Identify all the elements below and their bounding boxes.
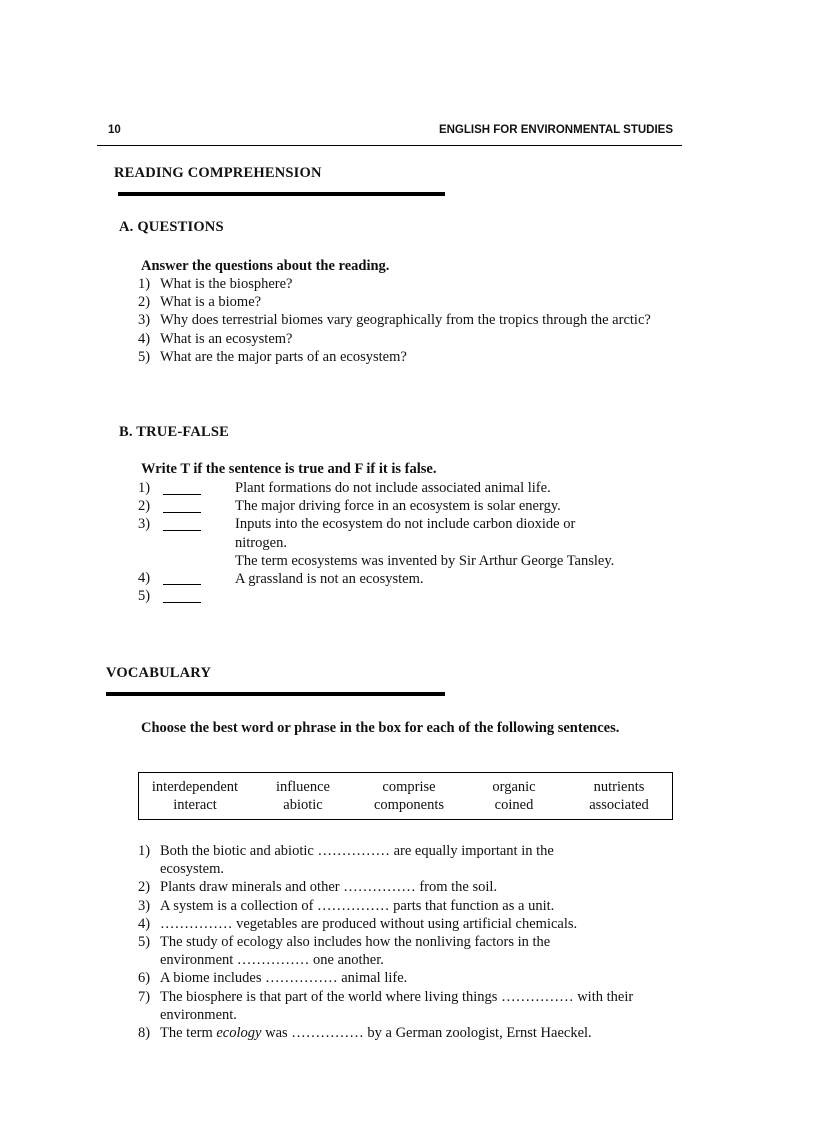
list-item xyxy=(138,293,678,311)
item-number: 5) xyxy=(138,348,151,365)
item-text xyxy=(160,1024,666,1042)
word-option: coined xyxy=(494,797,534,813)
word-box xyxy=(138,772,673,820)
list-item xyxy=(138,275,678,293)
item-text: Both the biotic and abiotic …………… are equally important in the ecosystem. xyxy=(160,843,554,878)
list-item xyxy=(138,1024,666,1042)
vocabulary-instruction: Choose the best word or phrase in the box for each of the following sentences. xyxy=(141,720,620,736)
item-number: 6) xyxy=(138,970,151,987)
item-text: What is the biosphere? xyxy=(160,276,293,292)
item-text-end: was …………… by a German zoologist, Ernst Haeckel. xyxy=(261,1025,592,1042)
item-number: 4) xyxy=(138,915,151,932)
tf-sentence: The major driving force in an ecosystem is solar energy. xyxy=(235,498,561,515)
list-item xyxy=(138,311,678,329)
answer-blank[interactable] xyxy=(163,530,201,531)
questions-instruction: Answer the questions about the reading. xyxy=(141,258,390,274)
word-option: influence xyxy=(276,779,330,795)
item-number: 3) xyxy=(138,516,151,532)
item-number: 3) xyxy=(138,897,151,914)
item-text: Plants draw minerals and other …………… from the soil. xyxy=(160,879,498,896)
item-text: Why does terrestrial biomes vary geographically from the tropics through the arctic? xyxy=(160,312,651,329)
word-option: interdependent xyxy=(151,779,239,795)
answer-row xyxy=(138,497,150,515)
true-false-heading: B. TRUE-FALSE xyxy=(119,424,230,440)
answer-row xyxy=(138,479,150,497)
item-number: 4) xyxy=(138,330,151,347)
item-text: What is a biome? xyxy=(160,294,262,311)
answer-row xyxy=(138,515,150,533)
item-number: 1) xyxy=(138,843,151,859)
word-option: components xyxy=(373,797,445,813)
item-number: 8) xyxy=(138,1025,151,1042)
list-item xyxy=(138,330,678,348)
item-text: A biome includes …………… animal life. xyxy=(160,970,408,987)
item-number: 1) xyxy=(138,276,151,292)
true-false-answer-column xyxy=(138,479,150,605)
word-option: associated xyxy=(589,797,649,813)
answer-blank[interactable] xyxy=(163,602,201,603)
item-number: 2) xyxy=(138,294,151,311)
answer-blank[interactable] xyxy=(163,584,201,585)
item-text-start: The term xyxy=(160,1025,217,1042)
section-title-reading: READING COMPREHENSION xyxy=(114,165,322,181)
tf-sentence: Inputs into the ecosystem do not include carbon dioxide or nitrogen. xyxy=(235,516,576,551)
item-text: The study of ecology also includes how the nonliving factors in the environment …………… one another. xyxy=(160,934,551,969)
list-item xyxy=(138,897,666,915)
italic-term: ecology xyxy=(216,1025,262,1042)
item-number: 7) xyxy=(138,988,151,1005)
item-text: What is an ecosystem? xyxy=(160,330,293,347)
questions-heading: A. QUESTIONS xyxy=(119,219,224,235)
list-item xyxy=(138,842,666,878)
answer-blank[interactable] xyxy=(163,494,201,495)
list-item xyxy=(138,878,666,896)
page-number: 10 xyxy=(108,124,121,136)
item-number: 2) xyxy=(138,879,151,896)
vocabulary-list xyxy=(138,842,666,1042)
tf-sentence: Plant formations do not include associated animal life. xyxy=(235,480,551,496)
item-number: 3) xyxy=(138,312,151,329)
item-number: 1) xyxy=(138,480,151,496)
list-item xyxy=(138,348,678,366)
item-text: …………… vegetables are produced without using artificial chemicals. xyxy=(160,915,578,932)
tf-sentence: A grassland is not an ecosystem. xyxy=(235,571,424,588)
section-underline-vocabulary xyxy=(106,692,445,696)
item-text: A system is a collection of …………… parts that function as a unit. xyxy=(160,897,555,914)
answer-row xyxy=(138,587,150,605)
true-false-instruction: Write T if the sentence is true and F if it is false. xyxy=(141,461,437,477)
item-number: 5) xyxy=(138,588,151,604)
answer-row xyxy=(138,569,150,587)
item-number: 5) xyxy=(138,934,151,951)
list-item xyxy=(138,915,666,933)
running-title: ENGLISH FOR ENVIRONMENTAL STUDIES xyxy=(438,124,673,136)
word-option: organic xyxy=(492,779,536,795)
list-item xyxy=(138,969,666,987)
list-item xyxy=(138,933,666,969)
header-rule xyxy=(97,145,682,146)
item-text: What are the major parts of an ecosystem? xyxy=(160,348,407,365)
true-false-sentences xyxy=(235,479,675,588)
word-option: nutrients xyxy=(593,779,645,795)
questions-list xyxy=(138,275,678,366)
section-underline-reading xyxy=(118,192,445,196)
item-text: The biosphere is that part of the world where living things …………… with their environment. xyxy=(160,988,634,1023)
item-number: 4) xyxy=(138,570,151,586)
list-item xyxy=(138,988,666,1024)
word-option: interact xyxy=(173,797,217,813)
answer-blank[interactable] xyxy=(163,512,201,513)
word-option: abiotic xyxy=(283,797,323,813)
tf-sentence: The term ecosystems was invented by Sir Arthur George Tansley. xyxy=(235,552,615,569)
word-option: comprise xyxy=(382,779,436,795)
item-number: 2) xyxy=(138,498,151,514)
section-title-vocabulary: VOCABULARY xyxy=(106,665,212,681)
